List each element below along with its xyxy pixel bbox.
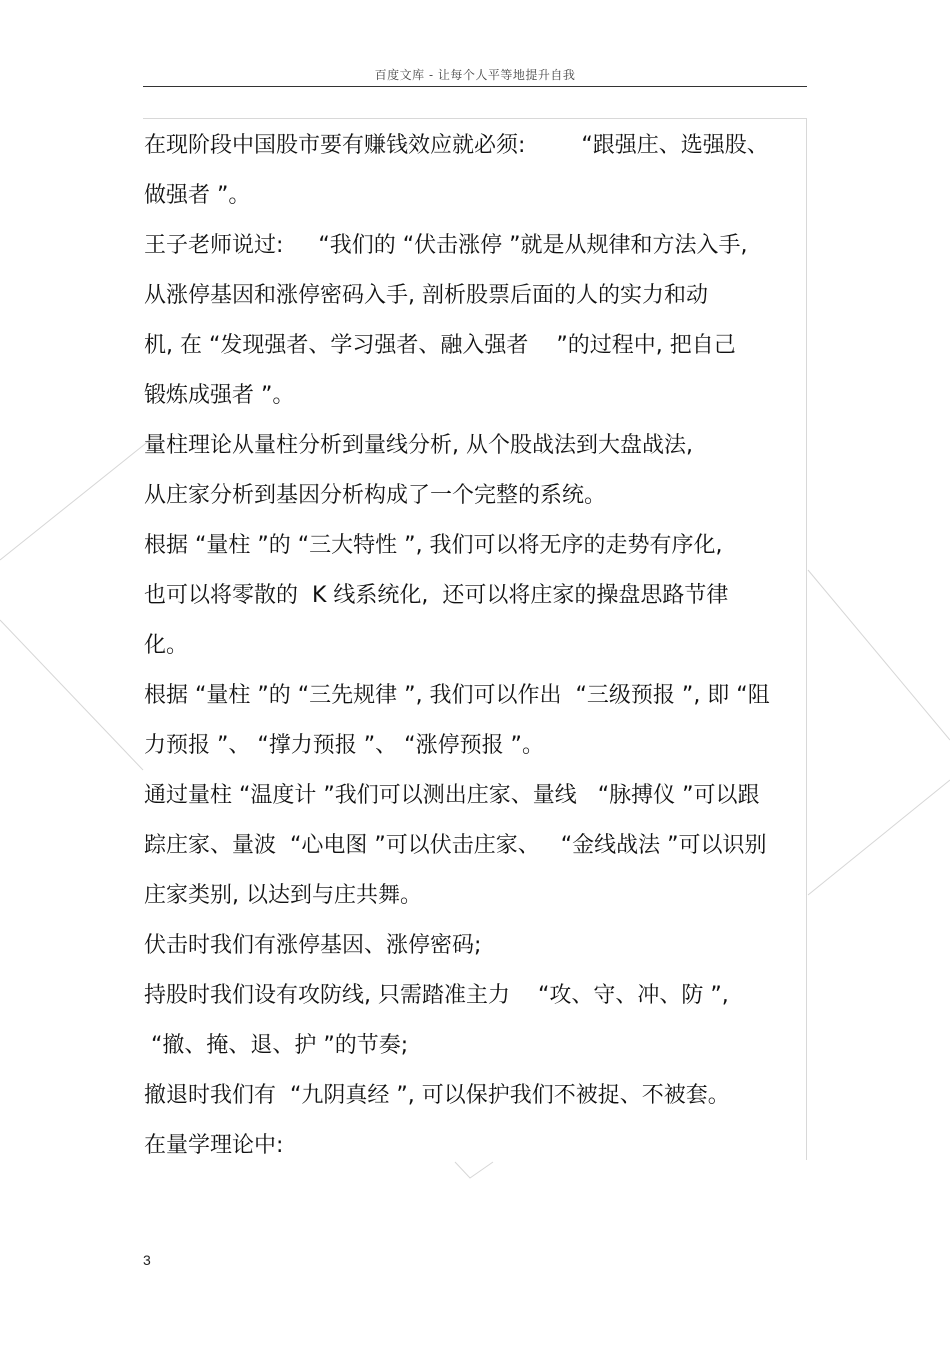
page-header: 百度文库 - 让每个人平等地提升自我 [374,68,576,82]
body-line: 从涨停基因和涨停密码入手, 剖析股票后面的人的实力和动 [144,283,708,308]
body-line: 机, 在 “发现强者、学习强者、融入强者 ”的过程中, 把自己 [144,333,736,358]
page-number: 3 [143,1252,151,1268]
body-line: 在量学理论中: [144,1133,284,1158]
body-line: “撤、掩、退、护 ”的节奏; [144,1033,409,1058]
body-line: 从庄家分析到基因分析构成了一个完整的系统。 [144,483,607,508]
body-line: 伏击时我们有涨停基因、涨停密码; [144,933,482,958]
body-line: 做强者 ”。 [144,183,251,208]
document-body [144,121,814,1171]
body-line: 踪庄家、量波 “心电图 ”可以伏击庄家、 “金线战法 ”可以识别 [144,833,767,858]
body-line: 撤退时我们有 “九阴真经 ”, 可以保护我们不被捉、不被套。 [144,1083,730,1108]
body-line: 锻炼成强者 ”。 [144,383,295,408]
body-line: 根据 “量柱 ”的 “三先规律 ”, 我们可以作出 “三级预报 ”, 即 “阻 [144,683,770,708]
body-line: 庄家类别, 以达到与庄共舞。 [144,883,422,908]
body-line: 王子老师说过: “我们的 “伏击涨停 ”就是从规律和方法入手, [144,233,748,258]
body-line: 化。 [144,633,189,658]
header-divider [143,86,807,87]
body-line: 在现阶段中国股市要有赚钱效应就必须: “跟强庄、选强股、 [144,133,769,158]
body-line: 量柱理论从量柱分析到量线分析, 从个股战法到大盘战法, [144,433,693,458]
body-line: 通过量柱 “温度计 ”我们可以测出庄家、量线 “脉搏仪 ”可以跟 [144,783,760,808]
body-line: 持股时我们设有攻防线, 只需踏准主力 “攻、守、冲、防 ”, [144,983,729,1008]
body-line: 也可以将零散的 K 线系统化, 还可以将庄家的操盘思路节律 [144,583,729,608]
body-line: 力预报 ”、 “撑力预报 ”、 “涨停预报 ”。 [144,733,544,758]
body-line: 根据 “量柱 ”的 “三大特性 ”, 我们可以将无序的走势有序化, [144,533,723,558]
